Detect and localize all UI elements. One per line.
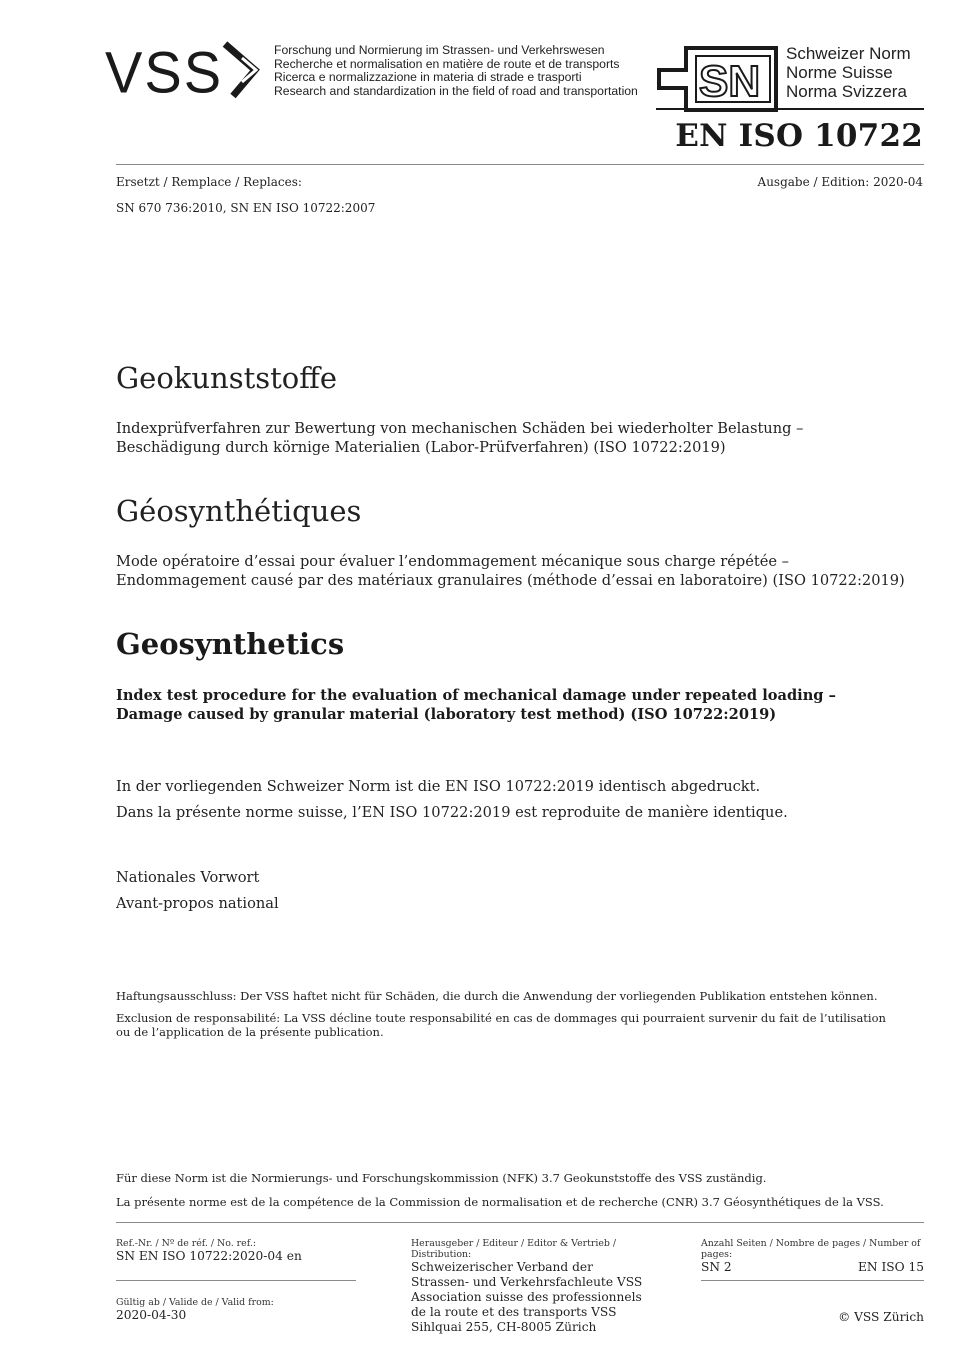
publisher-line-3: Association suisse des professionnels (411, 1290, 642, 1304)
footer-ref-divider (116, 1280, 356, 1281)
publisher-line-4: de la route et des transports VSS (411, 1305, 617, 1319)
sn-logo-text: SN (699, 57, 761, 106)
ref-label: Ref.-Nr. / Nº de réf. / No. ref.: (116, 1238, 256, 1249)
subtitle-de-line-1: Indexprüfverfahren zur Bewertung von mechanischen Schäden bei wiederholter Belastung – (116, 420, 804, 437)
subtitle-en-line-2: Damage caused by granular material (laboratory test method) (ISO 10722:2019) (116, 706, 777, 723)
national-foreword-fr: Avant-propos national (116, 895, 279, 912)
subtitle-de (116, 419, 803, 457)
valid-value: 2020-04-30 (116, 1308, 187, 1322)
document-number: EN ISO 10722 (675, 118, 923, 154)
ref-value: SN EN ISO 10722:2020-04 en (116, 1249, 302, 1263)
sn-label-block (786, 44, 911, 101)
identical-statement-de: In der vorliegenden Schweizer Norm ist die EN ISO 10722:2019 identisch abgedruckt. (116, 778, 761, 795)
disclaimer-fr (116, 1011, 886, 1039)
valid-label: Gültig ab / Valide de / Valid from: (116, 1297, 274, 1308)
vss-tagline-de: Forschung und Normierung im Strassen- und Verkehrswesen (274, 43, 605, 57)
footer-pages-divider (701, 1280, 924, 1281)
vss-logo-text: VSS (105, 40, 224, 102)
pages-label: Anzahl Seiten / Nombre de pages / Number of pages: (701, 1238, 921, 1260)
subtitle-fr-line-2: Endommagement causé par des matériaux granulaires (méthode d’essai en laboratoire) (ISO 10722:2019) (116, 572, 905, 589)
vss-logo (105, 40, 270, 106)
disclaimer-fr-line-1: Exclusion de responsabilité: La VSS décline toute responsabilité en cas de dommages qui pourraient survenir du fait de l’utilisation (116, 1011, 886, 1025)
publisher-label: Herausgeber / Editeur / Editor & Vertrieb / Distribution: (411, 1238, 617, 1260)
sn-label-de: Schweizer Norm (786, 44, 911, 63)
sn-logo (656, 44, 782, 118)
publisher-line-5: Sihlquai 255, CH-8005 Zürich (411, 1320, 597, 1334)
copyright: © VSS Zürich (838, 1310, 924, 1324)
title-en: Geosynthetics (116, 627, 345, 661)
disclaimer-de: Haftungsausschluss: Der VSS haftet nicht für Schäden, die durch die Anwendung der vorliegenden Publikation entstehen können. (116, 989, 878, 1003)
title-de: Geokunststoffe (116, 361, 338, 395)
sn-underline (656, 108, 924, 110)
replaces-value: SN 670 736:2010, SN EN ISO 10722:2007 (116, 201, 376, 215)
identical-statement-fr: Dans la présente norme suisse, l’EN ISO 10722:2019 est reproduite de manière identique. (116, 804, 788, 821)
sn-label-it: Norma Svizzera (786, 82, 907, 101)
pages-row (701, 1260, 924, 1275)
subtitle-en (116, 686, 836, 724)
vss-tagline (274, 44, 638, 98)
sn-label-fr: Norme Suisse (786, 63, 893, 82)
subtitle-en-line-1: Index test procedure for the evaluation of mechanical damage under repeated loading – (116, 687, 836, 704)
subtitle-fr (116, 552, 905, 590)
commission-de: Für diese Norm ist die Normierungs- und Forschungskommission (NFK) 3.7 Geokunststoffe des VSS zuständig. (116, 1171, 767, 1185)
commission-fr: La présente norme est de la compétence de la Commission de normalisation et de recherche (CNR) 3.7 Géosynthétiques de la VSS. (116, 1195, 884, 1209)
disclaimer-fr-line-2: ou de l’application de la présente publication. (116, 1025, 384, 1039)
footer-valid-block (116, 1297, 356, 1323)
pages-en: EN ISO 15 (858, 1260, 924, 1274)
title-fr: Géosynthétiques (116, 494, 362, 528)
footer-pages-block (701, 1238, 924, 1275)
vss-tagline-fr: Recherche et normalisation en matière de route et de transports (274, 56, 620, 71)
subtitle-de-line-2: Beschädigung durch körnige Materialien (Labor-Prüfverfahren) (ISO 10722:2019) (116, 439, 726, 456)
footer-ref-block (116, 1238, 356, 1264)
vss-tagline-it: Ricerca e normalizzazione in materia di strade e trasporti (274, 70, 582, 84)
subtitle-fr-line-1: Mode opératoire d’essai pour évaluer l’endommagement mécanique sous charge répétée – (116, 553, 789, 570)
vss-tagline-en: Research and standardization in the field of road and transportation (274, 83, 638, 98)
header-divider (116, 164, 924, 165)
publisher-line-1: Schweizerischer Verband der (411, 1260, 593, 1274)
footer-publisher-block (411, 1238, 671, 1335)
replaces-label: Ersetzt / Remplace / Replaces: (116, 175, 302, 189)
pages-sn: SN 2 (701, 1260, 732, 1274)
national-foreword-de: Nationales Vorwort (116, 869, 260, 886)
footer-divider (116, 1222, 924, 1223)
publisher-line-2: Strassen- und Verkehrsfachleute VSS (411, 1275, 643, 1289)
edition-label: Ausgabe / Edition: 2020-04 (757, 175, 923, 189)
